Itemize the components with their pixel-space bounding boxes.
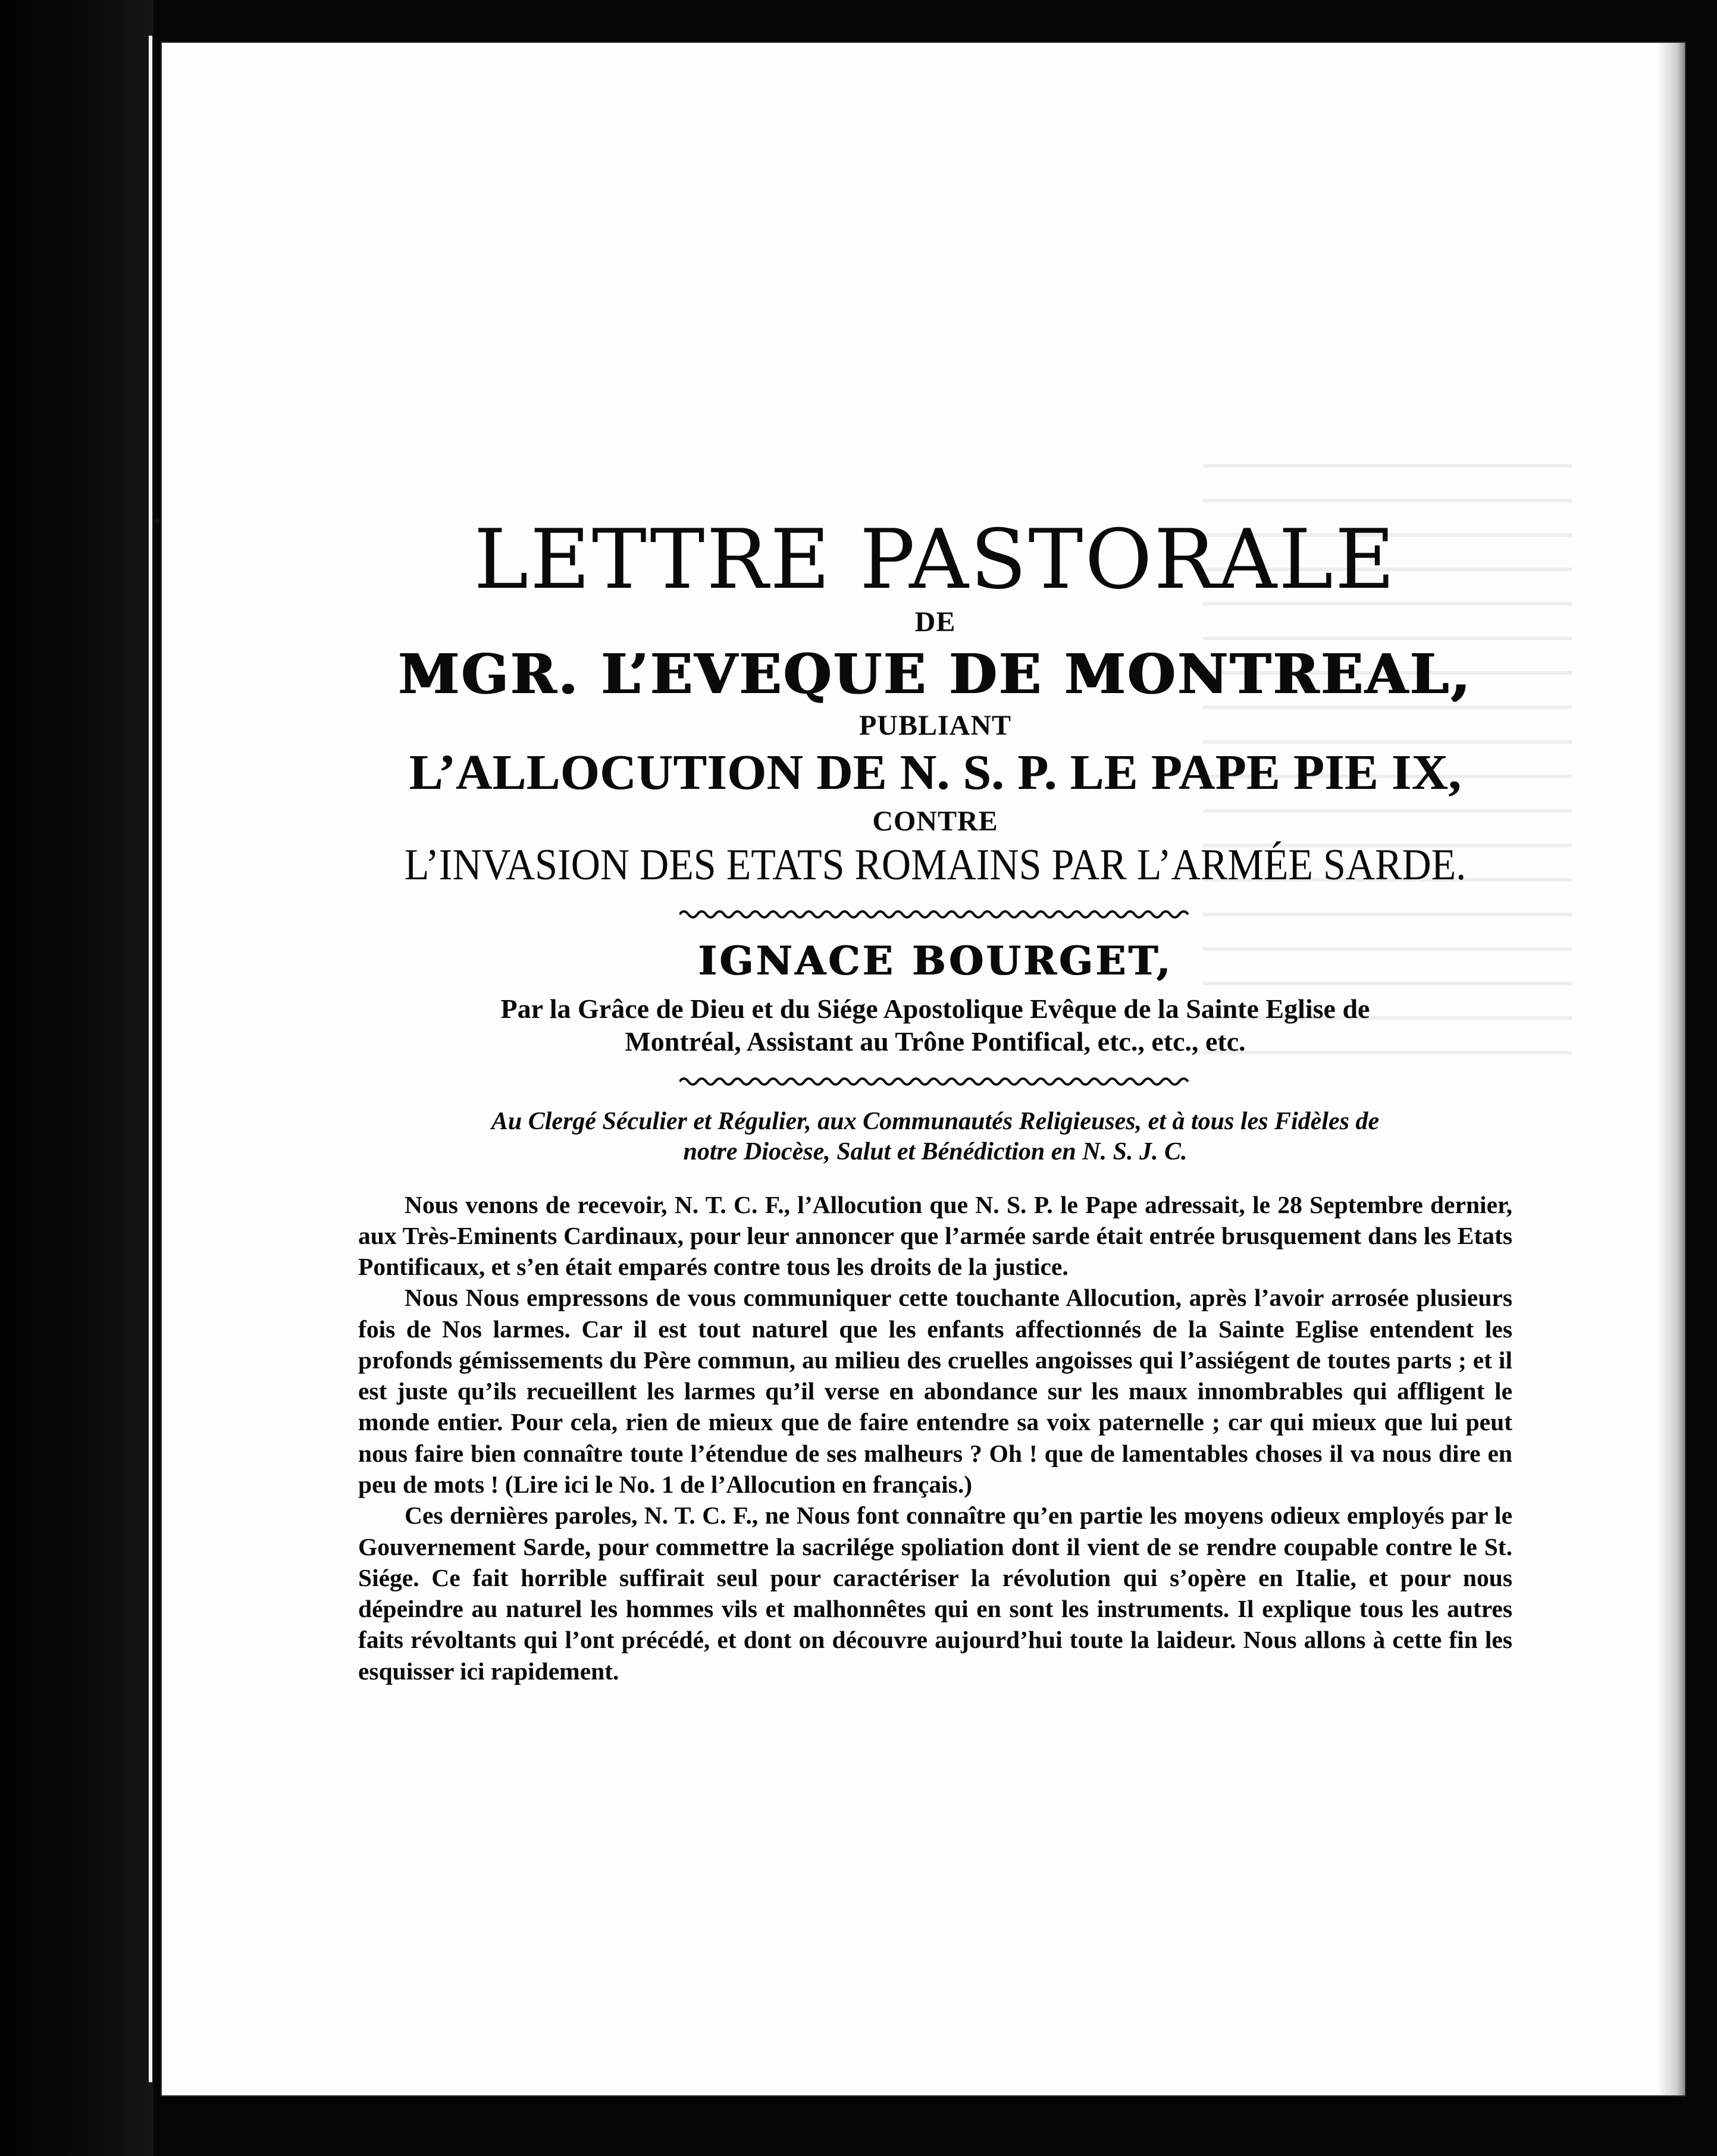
bishop-heading: MGR. L’EVEQUE DE MONTREAL, [398, 641, 1472, 706]
salutation [358, 1107, 1512, 1167]
author-name: IGNACE BOURGET, [697, 938, 1173, 985]
facing-page-edge [0, 0, 153, 2156]
author-titles [358, 992, 1512, 1058]
paragraph-2: Nous Nous empressons de vous communiquer cette touchante Allocution, après l’avoir arrosée plusieurs fois de Nos larmes. Car il est tout naturel que les enfants affectionnés de la Sainte Eglise entendent les profonds gémissements du Père commun, au milieu des cruelles angoisses qui l’assiégent de toutes parts ; et il est juste qu’ils recueillent les larmes qu’il verse en abondance sur les maux innombrables qui affligent le monde entier. Pour cela, rien de mieux que de faire entendre sa voix paternelle ; car qui mieux que lui peut nous faire bien connaître toute l’étendue de ses malheurs ? Oh ! que de lamentables choses il va nous dire en peu de mots ! (Lire ici le No. 1 de l’Allocution en français.) [358, 1284, 1512, 1499]
author-titles-line-2: Montréal, Assistant au Trône Pontifical, etc., etc., etc. [625, 1026, 1246, 1057]
invasion-heading: L’INVASION DES ETATS ROMAINS PAR L’ARMÉE SARDE. [404, 840, 1467, 889]
contre-line: CONTRE [872, 806, 998, 838]
document-title: LETTRE PASTORALE [474, 512, 1397, 607]
publiant-line: PUBLIANT [858, 709, 1012, 741]
allocution-heading: L’ALLOCUTION DE N. S. P. LE PAPE PIE IX, [409, 744, 1462, 800]
salutation-line-1: Au Clergé Séculier et Régulier, aux Communautés Religieuses, et à tous les Fidèles de [491, 1108, 1380, 1136]
document-page [162, 43, 1685, 2095]
wavy-divider [679, 907, 1191, 922]
page-edge-line [149, 36, 152, 2082]
title-de: DE [914, 606, 956, 638]
letter-body [358, 1189, 1512, 1687]
wavy-divider-2 [679, 1074, 1191, 1089]
author-titles-line-1: Par la Grâce de Dieu et du Siége Apostolique Evêque de la Sainte Eglise de [500, 993, 1370, 1024]
dust-speck [155, 519, 159, 524]
paragraph-3: Ces dernières paroles, N. T. C. F., ne Nous font connaître qu’en partie les moyens odieux employés par le Gouvernement Sarde, pour commettre la sacrilége spoliation dont il vient de se rendre coupable contre le St. Siége. Ce fait horrible suffirait seul pour caractériser la révolution qui s’opère en Italie, et pour nous dépeindre au naturel les hommes vils et malhonnêtes qui en sont les instruments. Il explique tous les autres faits révoltants qui l’ont précédé, et dont on découvre aujourd’hui toute la laideur. Nous allons à cette fin les esquisser ici rapidement. [358, 1502, 1512, 1685]
letter-content [358, 512, 1512, 1687]
salutation-line-2: notre Diocèse, Salut et Bénédiction en N. S. J. C. [683, 1138, 1188, 1166]
paragraph-1: Nous venons de recevoir, N. T. C. F., l’Allocution que N. S. P. le Pape adressait, le 28 Septembre dernier, aux Très-Eminents Cardinaux, pour leur annoncer que l’armée sarde était entrée brusquement dans les Etats Pontificaux, et s’en était emparés contre tous les droits de la justice. [358, 1190, 1512, 1281]
page-shadow [1658, 43, 1685, 2095]
